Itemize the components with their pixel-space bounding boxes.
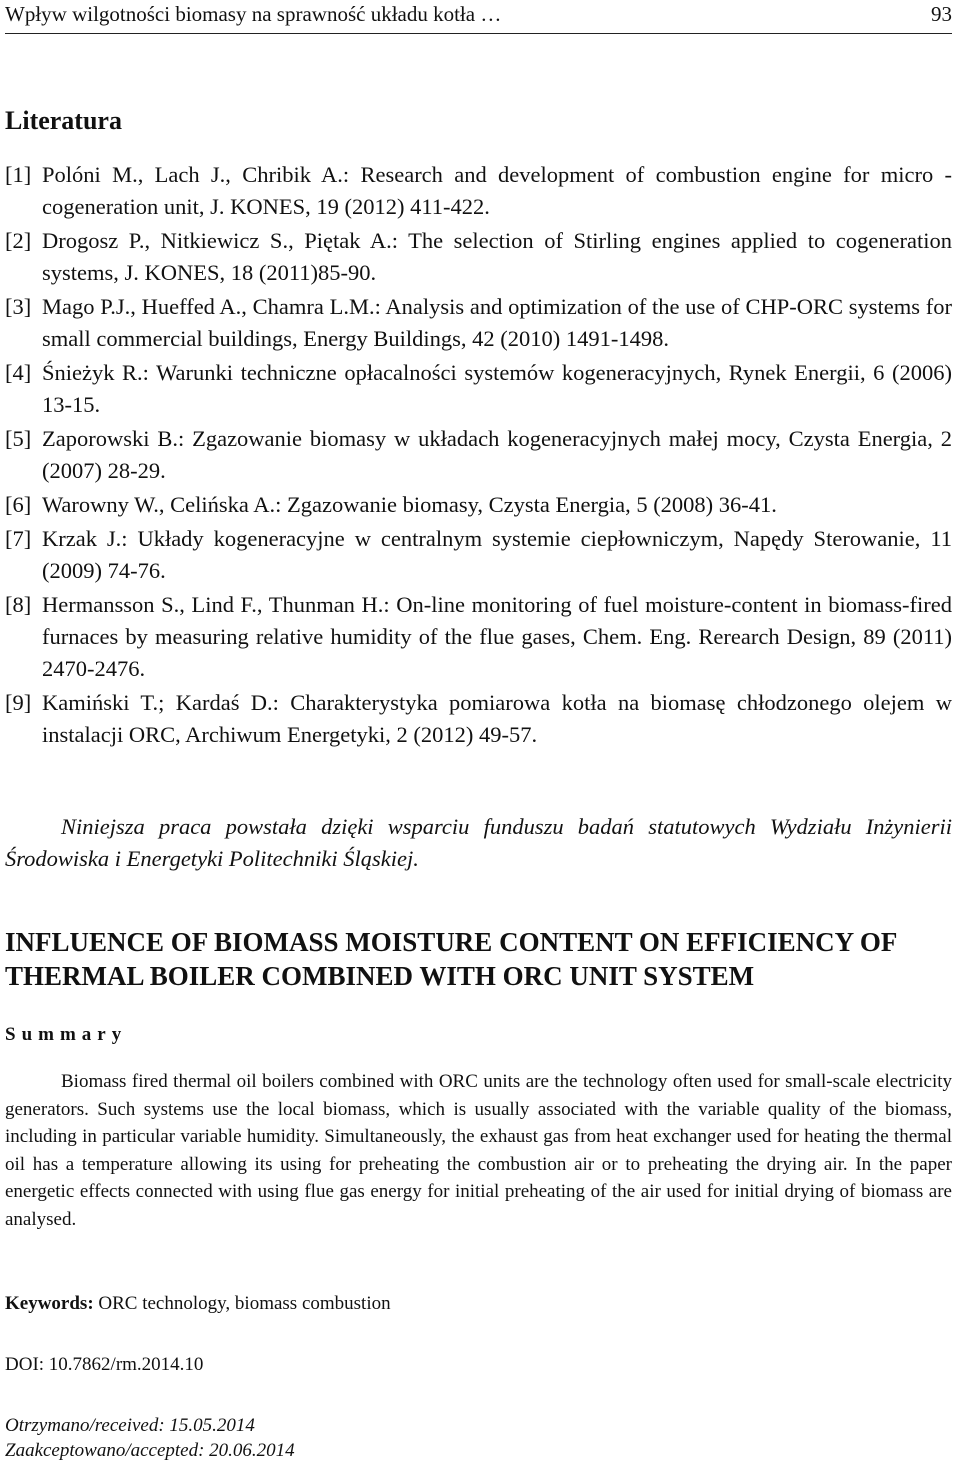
reference-item — [5, 523, 952, 587]
doi: DOI: 10.7862/rm.2014.10 — [5, 1354, 204, 1375]
reference-item — [5, 589, 952, 685]
reference-text: Hermansson S., Lind F., Thunman H.: On-line monitoring of fuel moisture-content in biomass-fired furnaces by measuring relative humidity of the flue gases, Chem. Eng. Rerearch Design, 89 (2011) 2470-2476. — [42, 592, 952, 681]
keywords-value: ORC technology, biomass combustion — [98, 1293, 391, 1314]
reference-item — [5, 489, 952, 521]
summary-heading: Summary — [5, 1024, 128, 1045]
reference-number: [7] — [5, 526, 32, 551]
running-header — [5, 0, 952, 34]
literature-heading: Literatura — [5, 106, 122, 135]
reference-item — [5, 291, 952, 355]
reference-item — [5, 357, 952, 421]
reference-text: Krzak J.: Układy kogeneracyjne w centralnym systemie ciepłowniczym, Napędy Sterowanie, 11 (2009) 74-76. — [42, 526, 952, 583]
keywords-label: Keywords: — [5, 1293, 94, 1314]
reference-text: Drogosz P., Nitkiewicz S., Piętak A.: The selection of Stirling engines applied to cogeneration systems, J. KONES, 18 (2011)85-90. — [42, 228, 952, 285]
reference-number: [6] — [5, 492, 32, 517]
dates — [5, 1413, 295, 1463]
reference-item — [5, 687, 952, 751]
reference-number: [3] — [5, 294, 32, 319]
reference-item — [5, 159, 952, 223]
keywords — [5, 1293, 391, 1315]
received-date: Otrzymano/received: 15.05.2014 — [5, 1415, 255, 1436]
reference-text: Śnieżyk R.: Warunki techniczne opłacalności systemów kogeneracyjnych, Rynek Energii, 6 (2006) 13-15. — [42, 360, 952, 417]
page-number: 93 — [931, 2, 952, 26]
reference-number: [8] — [5, 592, 32, 617]
reference-list — [5, 159, 952, 753]
reference-item — [5, 225, 952, 289]
reference-item — [5, 423, 952, 487]
reference-text: Warowny W., Celińska A.: Zgazowanie biomasy, Czysta Energia, 5 (2008) 36-41. — [42, 492, 777, 517]
reference-text: Zaporowski B.: Zgazowanie biomasy w układach kogeneracyjnych małej mocy, Czysta Energia, 2 (2007) 28-29. — [42, 426, 952, 483]
reference-number: [5] — [5, 426, 32, 451]
reference-text: Kamiński T.; Kardaś D.: Charakterystyka pomiarowa kotła na biomasę chłodzonego olejem w instalacji ORC, Archiwum Energetyki, 2 (2012) 49-57. — [42, 690, 952, 747]
english-title: INFLUENCE OF BIOMASS MOISTURE CONTENT ON EFFICIENCY OF THERMAL BOILER COMBINED WITH ORC UNIT SYSTEM — [5, 927, 897, 991]
reference-text: Mago P.J., Hueffed A., Chamra L.M.: Analysis and optimization of the use of CHP-ORC systems for small commercial buildings, Energy Buildings, 42 (2010) 1491-1498. — [42, 294, 952, 351]
running-header-title: Wpływ wilgotności biomasy na sprawność układu kotła … — [5, 2, 502, 26]
reference-number: [9] — [5, 690, 32, 715]
accepted-date: Zaakceptowano/accepted: 20.06.2014 — [5, 1440, 295, 1461]
reference-text: Polóni M., Lach J., Chribik A.: Research and development of combustion engine for micro - cogeneration unit, J. KONES, 19 (2012) 411-422. — [42, 162, 952, 219]
summary-text: Biomass fired thermal oil boilers combined with ORC units are the technology often used for small-scale electricity generators. Such systems use the local biomass, which is usually associated with the variable quality of the biomass, including in particular variable humidity. Simultaneously, the exhaust gas from heat exchanger used for heating the thermal oil has a temperature allowing its using for preheating the combustion air or to preheating the drying air. In the paper energetic effects connected with using flue gas energy for initial preheating of the air used for initial drying of biomass are analysed. — [5, 1071, 952, 1230]
reference-number: [4] — [5, 360, 32, 385]
reference-number: [1] — [5, 162, 32, 187]
acknowledgement: Niniejsza praca powstała dzięki wsparciu funduszu badań statutowych Wydziału Inżynierii Środowiska i Energetyki Politechniki Śląskiej. — [5, 814, 952, 871]
reference-number: [2] — [5, 228, 32, 253]
